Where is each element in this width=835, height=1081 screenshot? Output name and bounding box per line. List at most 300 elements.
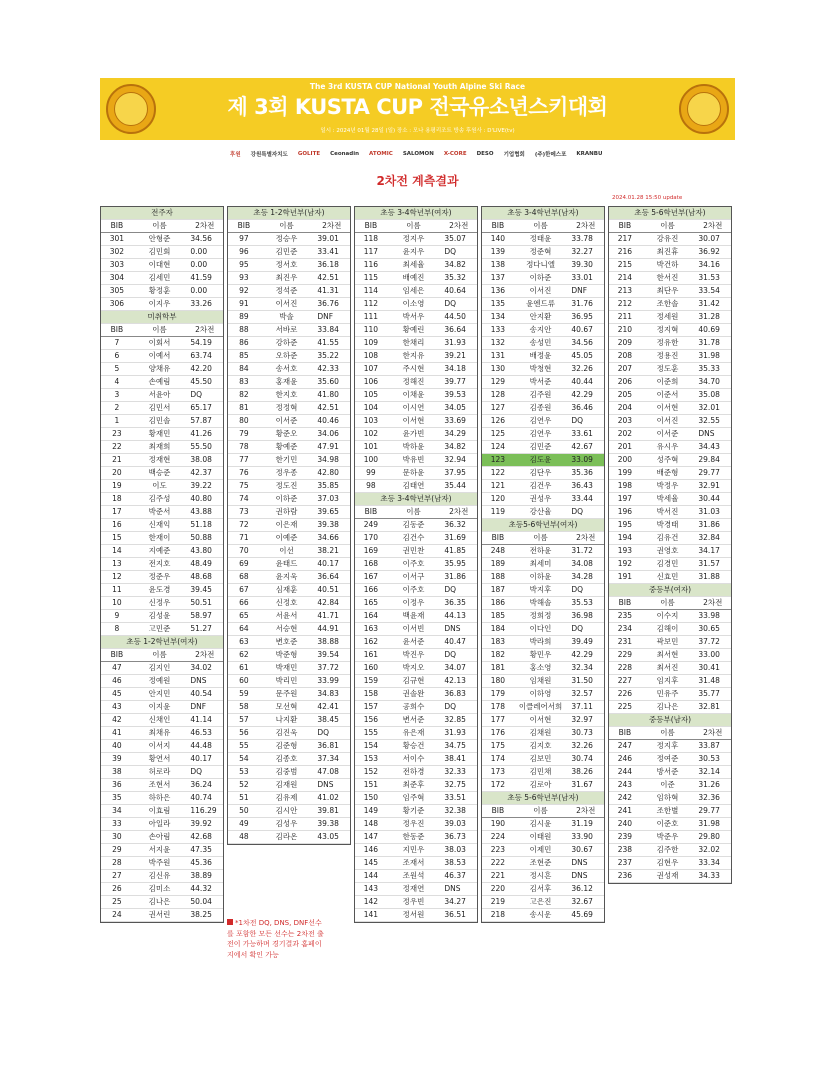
name-cell: 김동준: [387, 519, 441, 532]
bib-cell: 140: [482, 233, 514, 246]
bib-cell: 143: [355, 883, 387, 896]
bib-cell: 115: [355, 272, 387, 285]
header-run2: 2차전: [186, 220, 223, 233]
time-cell: DQ: [186, 766, 223, 779]
bib-cell: 222: [482, 857, 514, 870]
time-cell: 37.72: [694, 636, 731, 649]
bib-cell: 42: [101, 714, 133, 727]
table-row: [228, 610, 350, 623]
bib-cell: 184: [482, 623, 514, 636]
bib-cell: 52: [228, 779, 260, 792]
bib-cell: 48: [228, 831, 260, 844]
name-cell: 곽보민: [641, 636, 695, 649]
bib-cell: 9: [101, 610, 133, 623]
bib-cell: 67: [228, 584, 260, 597]
name-cell: 한지유: [387, 350, 441, 363]
name-cell: 이제민: [514, 844, 568, 857]
header-bib: BIB: [355, 506, 387, 519]
time-cell: 31.26: [694, 779, 731, 792]
name-cell: 최세율: [387, 259, 441, 272]
time-cell: 39.03: [440, 818, 477, 831]
time-cell: 36.64: [440, 324, 477, 337]
bib-cell: 119: [482, 506, 514, 519]
results-column-4: [481, 206, 605, 923]
sponsor-label: 후원: [230, 152, 241, 158]
name-cell: 윤가빈: [387, 428, 441, 441]
table-row: [482, 766, 604, 779]
bib-cell: 95: [228, 259, 260, 272]
time-cell: 42.20: [186, 363, 223, 376]
time-cell: 39.22: [186, 480, 223, 493]
time-cell: 48.49: [186, 558, 223, 571]
table-row: [482, 610, 604, 623]
page-title: 2차전 계측결과: [376, 174, 459, 188]
bib-cell: 302: [101, 246, 133, 259]
bib-cell: 4: [101, 376, 133, 389]
table-row: [482, 311, 604, 324]
table-row: [101, 233, 223, 246]
time-cell: DQ: [313, 727, 350, 740]
bib-cell: 50: [228, 805, 260, 818]
name-cell: 심재훈: [260, 584, 314, 597]
name-cell: 박청현: [514, 363, 568, 376]
name-cell: 유시우: [641, 441, 695, 454]
sponsor-item: ATOMIC: [369, 151, 393, 157]
time-cell: 34.43: [694, 441, 731, 454]
header-bib: BIB: [355, 220, 387, 233]
bib-cell: 133: [482, 324, 514, 337]
header-name: 이름: [641, 597, 695, 610]
bib-cell: 65: [228, 610, 260, 623]
bib-cell: 236: [609, 870, 641, 883]
bib-cell: 214: [609, 272, 641, 285]
table-row: [355, 571, 477, 584]
table-header-row: [101, 649, 223, 662]
bib-cell: 99: [355, 467, 387, 480]
time-cell: 32.26: [567, 363, 604, 376]
category-title-row: [101, 636, 223, 649]
table-row: [101, 753, 223, 766]
time-cell: 31.19: [567, 818, 604, 831]
name-cell: 정세원: [641, 311, 695, 324]
name-cell: 윤지우: [387, 246, 441, 259]
table-row: [101, 415, 223, 428]
time-cell: 40.67: [567, 324, 604, 337]
name-cell: 박주원: [133, 857, 187, 870]
time-cell: 32.55: [694, 415, 731, 428]
bib-cell: 24: [101, 909, 133, 922]
name-cell: 이선: [260, 545, 314, 558]
name-cell: 아일라: [133, 818, 187, 831]
table-row: [228, 415, 350, 428]
bib-cell: 215: [609, 259, 641, 272]
time-cell: 45.69: [567, 909, 604, 922]
time-cell: 35.95: [440, 558, 477, 571]
name-cell: 조원석: [387, 870, 441, 883]
table-row: [609, 545, 731, 558]
time-cell: 38.45: [313, 714, 350, 727]
table-row: [482, 831, 604, 844]
time-cell: 31.86: [694, 519, 731, 532]
table-row: [228, 389, 350, 402]
name-cell: 권민찬: [387, 545, 441, 558]
time-cell: 50.51: [186, 597, 223, 610]
table-row: [609, 792, 731, 805]
table-row: [355, 558, 477, 571]
bib-cell: 182: [482, 649, 514, 662]
name-cell: 황재민: [133, 428, 187, 441]
bib-cell: 69: [228, 558, 260, 571]
name-cell: 박라희: [514, 636, 568, 649]
bib-cell: 243: [609, 779, 641, 792]
time-cell: 39.21: [440, 350, 477, 363]
bib-cell: 29: [101, 844, 133, 857]
time-cell: 39.53: [440, 389, 477, 402]
bib-cell: 5: [101, 363, 133, 376]
sponsor-item: DESO: [476, 151, 494, 157]
time-cell: DNS: [186, 675, 223, 688]
name-cell: 서승현: [260, 623, 314, 636]
name-cell: 유은재: [387, 727, 441, 740]
time-cell: 29.77: [694, 805, 731, 818]
name-cell: 안지환: [514, 311, 568, 324]
time-cell: 47.91: [313, 441, 350, 454]
time-cell: 36.92: [694, 246, 731, 259]
bib-cell: 107: [355, 363, 387, 376]
bib-cell: 179: [482, 688, 514, 701]
time-cell: 34.75: [440, 740, 477, 753]
bib-cell: 154: [355, 740, 387, 753]
bib-cell: 122: [482, 467, 514, 480]
time-cell: 38.41: [440, 753, 477, 766]
name-cell: 임지후: [641, 675, 695, 688]
bib-cell: 62: [228, 649, 260, 662]
table-row: [355, 779, 477, 792]
table-row: [101, 519, 223, 532]
table-row: [355, 831, 477, 844]
time-cell: 40.51: [313, 584, 350, 597]
name-cell: 김중범: [260, 766, 314, 779]
bib-cell: 237: [609, 857, 641, 870]
name-cell: 이시연: [387, 402, 441, 415]
name-cell: 서윤아: [133, 389, 187, 402]
table-row: [228, 311, 350, 324]
name-cell: 박경태: [641, 519, 695, 532]
bib-cell: 93: [228, 272, 260, 285]
name-cell: 최단우: [641, 285, 695, 298]
name-cell: 홍소영: [514, 662, 568, 675]
bib-cell: 20: [101, 467, 133, 480]
time-cell: 30.65: [694, 623, 731, 636]
bib-cell: 75: [228, 480, 260, 493]
bib-cell: 141: [355, 909, 387, 922]
name-cell: 이다인: [514, 623, 568, 636]
time-cell: 32.84: [694, 532, 731, 545]
table-row: [228, 662, 350, 675]
table-row: [228, 831, 350, 844]
results-column-3: [354, 206, 478, 923]
name-cell: 이서진: [514, 285, 568, 298]
bib-cell: 108: [355, 350, 387, 363]
table-row: [609, 688, 731, 701]
bib-cell: 249: [355, 519, 387, 532]
name-cell: 황기준: [387, 805, 441, 818]
category-title: 초등 3-4학년부(남자): [482, 207, 604, 220]
name-cell: 김민솔: [133, 415, 187, 428]
bib-cell: 106: [355, 376, 387, 389]
table-row: [101, 506, 223, 519]
table-row: [482, 493, 604, 506]
name-cell: 한지호: [260, 389, 314, 402]
name-cell: 박지오: [387, 662, 441, 675]
name-cell: 김주한: [641, 844, 695, 857]
name-cell: 정예원: [133, 675, 187, 688]
table-row: [228, 623, 350, 636]
time-cell: 35.60: [313, 376, 350, 389]
name-cell: 정다니엘: [514, 259, 568, 272]
bib-cell: 104: [355, 402, 387, 415]
name-cell: 정태윤: [514, 233, 568, 246]
bib-cell: 43: [101, 701, 133, 714]
bib-cell: 166: [355, 584, 387, 597]
time-cell: 34.08: [567, 558, 604, 571]
name-cell: 이대현: [133, 259, 187, 272]
time-cell: 30.44: [694, 493, 731, 506]
bib-cell: 227: [609, 675, 641, 688]
name-cell: 이회서: [133, 337, 187, 350]
table-header-row: [228, 220, 350, 233]
time-cell: 34.07: [440, 662, 477, 675]
bib-cell: 229: [609, 649, 641, 662]
results-table: [609, 207, 731, 883]
name-cell: 최세미: [514, 558, 568, 571]
name-cell: 오하준: [260, 350, 314, 363]
bib-cell: 158: [355, 688, 387, 701]
time-cell: 36.43: [567, 480, 604, 493]
bib-cell: 41: [101, 727, 133, 740]
bib-cell: 153: [355, 753, 387, 766]
table-row: [355, 311, 477, 324]
table-row: [355, 532, 477, 545]
name-cell: 서지윤: [133, 844, 187, 857]
results-table: [482, 207, 604, 922]
table-row: [355, 402, 477, 415]
name-cell: 정준우: [133, 571, 187, 584]
bib-cell: 220: [482, 883, 514, 896]
bib-cell: 137: [482, 272, 514, 285]
name-cell: 하하은: [133, 792, 187, 805]
bib-cell: 301: [101, 233, 133, 246]
name-cell: 박리민: [260, 675, 314, 688]
bib-cell: 176: [482, 727, 514, 740]
bib-cell: 212: [609, 298, 641, 311]
name-cell: 김보민: [514, 753, 568, 766]
sponsor-item: X-CORE: [443, 151, 467, 157]
bib-cell: 228: [609, 662, 641, 675]
table-row: [355, 818, 477, 831]
name-cell: 신정우: [133, 597, 187, 610]
table-row: [482, 662, 604, 675]
name-cell: 방서준: [641, 766, 695, 779]
time-cell: 31.28: [694, 311, 731, 324]
name-cell: 김유건: [641, 532, 695, 545]
table-row: [101, 298, 223, 311]
table-row: [228, 428, 350, 441]
bib-cell: 200: [609, 454, 641, 467]
bib-cell: 248: [482, 545, 514, 558]
table-row: [609, 298, 731, 311]
table-row: [609, 402, 731, 415]
bib-cell: 162: [355, 636, 387, 649]
category-title-row: [482, 519, 604, 532]
table-row: [228, 337, 350, 350]
table-row: [228, 454, 350, 467]
table-row: [228, 779, 350, 792]
name-cell: 배예진: [387, 272, 441, 285]
time-cell: 32.94: [440, 454, 477, 467]
name-cell: 정승우: [260, 233, 314, 246]
header-name: 이름: [514, 805, 568, 818]
time-cell: DNS: [567, 870, 604, 883]
time-cell: 50.04: [186, 896, 223, 909]
table-row: [482, 584, 604, 597]
table-row: [355, 233, 477, 246]
time-cell: 31.72: [567, 545, 604, 558]
time-cell: 36.51: [440, 909, 477, 922]
bib-cell: 160: [355, 662, 387, 675]
time-cell: 38.25: [186, 909, 223, 922]
table-row: [101, 714, 223, 727]
table-row: [482, 467, 604, 480]
time-cell: 55.50: [186, 441, 223, 454]
bib-cell: 51: [228, 792, 260, 805]
time-cell: 44.50: [440, 311, 477, 324]
bib-cell: 197: [609, 493, 641, 506]
table-row: [228, 597, 350, 610]
time-cell: 33.00: [694, 649, 731, 662]
table-row: [609, 740, 731, 753]
name-cell: 이주호: [387, 584, 441, 597]
time-cell: 42.29: [567, 389, 604, 402]
table-row: [355, 792, 477, 805]
bib-cell: 213: [609, 285, 641, 298]
time-cell: 39.38: [313, 519, 350, 532]
name-cell: 정용진: [641, 350, 695, 363]
name-cell: 이지우: [133, 298, 187, 311]
name-cell: 전하윤: [514, 545, 568, 558]
table-row: [609, 363, 731, 376]
table-row: [228, 298, 350, 311]
name-cell: 신채인: [133, 714, 187, 727]
table-row: [482, 597, 604, 610]
header-run2: 2차전: [440, 220, 477, 233]
bib-cell: 225: [609, 701, 641, 714]
time-cell: 43.80: [186, 545, 223, 558]
name-cell: 김단우: [514, 467, 568, 480]
time-cell: 32.75: [440, 779, 477, 792]
bib-cell: 151: [355, 779, 387, 792]
bib-cell: 306: [101, 298, 133, 311]
time-cell: 44.32: [186, 883, 223, 896]
name-cell: 김로아: [514, 779, 568, 792]
bib-cell: 127: [482, 402, 514, 415]
time-cell: 35.32: [440, 272, 477, 285]
bib-cell: 123: [482, 454, 514, 467]
bib-cell: 148: [355, 818, 387, 831]
name-cell: 신재익: [133, 519, 187, 532]
table-row: [101, 662, 223, 675]
header-bib: BIB: [101, 324, 133, 337]
time-cell: 39.77: [440, 376, 477, 389]
name-cell: 서바로: [260, 324, 314, 337]
table-row: [101, 285, 223, 298]
category-title: 중등부(남자): [609, 714, 731, 727]
time-cell: 36.12: [567, 883, 604, 896]
header-run2: 2차전: [186, 649, 223, 662]
bib-cell: 169: [355, 545, 387, 558]
bib-cell: 155: [355, 727, 387, 740]
kusta-logo-right: [679, 84, 729, 134]
table-row: [482, 402, 604, 415]
header-name: 이름: [514, 220, 568, 233]
bib-cell: 83: [228, 376, 260, 389]
time-cell: 40.47: [440, 636, 477, 649]
bib-cell: 98: [355, 480, 387, 493]
bib-cell: 17: [101, 506, 133, 519]
name-cell: 강하준: [260, 337, 314, 350]
category-title: 초등 1-2학년부(남자): [228, 207, 350, 220]
table-row: [355, 246, 477, 259]
time-cell: 42.37: [186, 467, 223, 480]
table-row: [355, 285, 477, 298]
time-cell: 0.00: [186, 259, 223, 272]
bib-cell: 100: [355, 454, 387, 467]
bib-cell: 231: [609, 636, 641, 649]
table-row: [482, 246, 604, 259]
name-cell: 조현준: [514, 857, 568, 870]
name-cell: 주시현: [387, 363, 441, 376]
time-cell: 31.98: [694, 818, 731, 831]
time-cell: 39.38: [313, 818, 350, 831]
table-row: [101, 818, 223, 831]
bib-cell: 6: [101, 350, 133, 363]
bib-cell: 46: [101, 675, 133, 688]
table-row: [482, 415, 604, 428]
name-cell: 박준서: [133, 506, 187, 519]
name-cell: 한채리: [387, 337, 441, 350]
bib-cell: 156: [355, 714, 387, 727]
time-cell: 32.67: [567, 896, 604, 909]
name-cell: 신효민: [641, 571, 695, 584]
time-cell: 32.81: [694, 701, 731, 714]
name-cell: 이서현: [387, 415, 441, 428]
table-row: [482, 753, 604, 766]
name-cell: 이효림: [133, 805, 187, 818]
name-cell: 윤도경: [133, 584, 187, 597]
bib-cell: 163: [355, 623, 387, 636]
bib-cell: 13: [101, 558, 133, 571]
time-cell: 38.21: [313, 545, 350, 558]
time-cell: 63.74: [186, 350, 223, 363]
table-row: [355, 415, 477, 428]
name-cell: 김규현: [387, 675, 441, 688]
table-header-row: [609, 597, 731, 610]
name-cell: 윤서준: [387, 636, 441, 649]
bib-cell: 192: [609, 558, 641, 571]
name-cell: 권서린: [133, 909, 187, 922]
time-cell: 34.29: [440, 428, 477, 441]
name-cell: 정서호: [260, 259, 314, 272]
